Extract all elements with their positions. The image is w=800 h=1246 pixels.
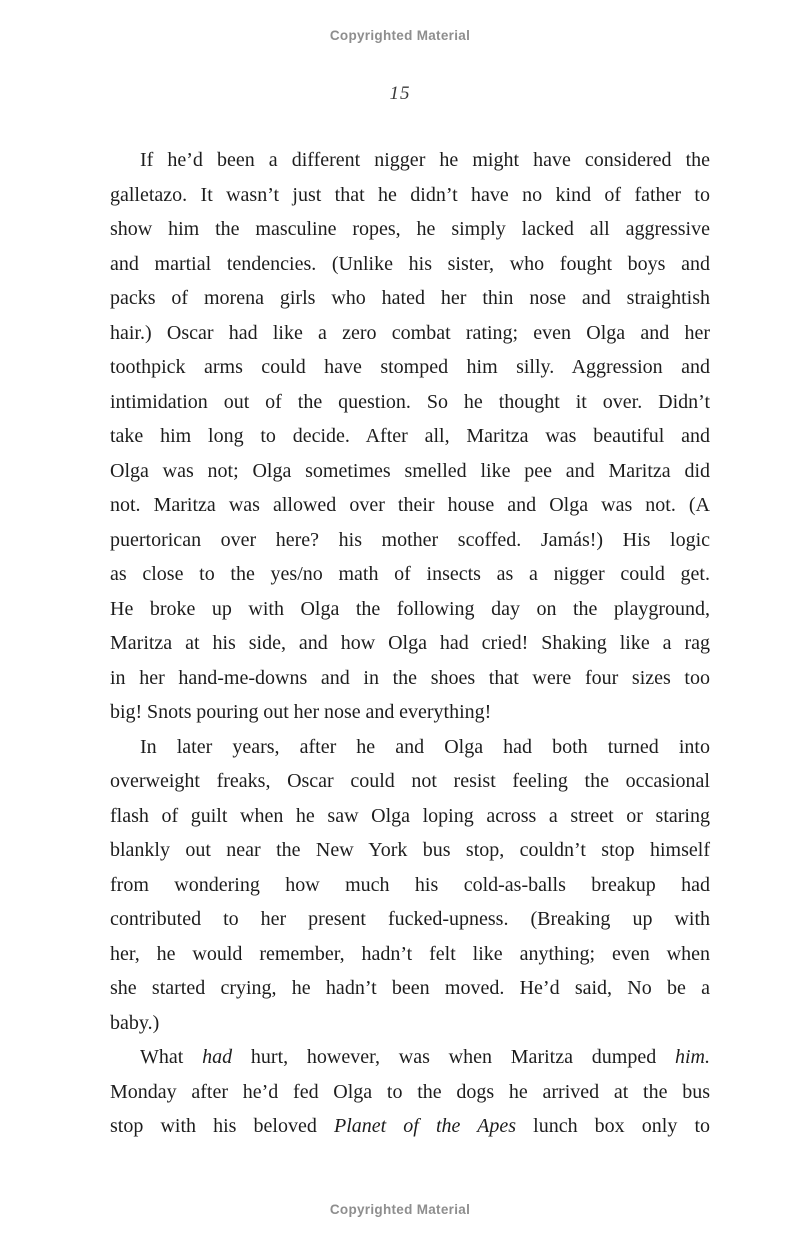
- text-line: not. Maritza was allowed over their house and Olga was not. (A: [110, 494, 710, 516]
- copyright-notice-top: Copyrighted Material: [329, 28, 471, 43]
- text-line: [110, 1109, 710, 1144]
- text-line: In later years, after he and Olga had both turned into: [140, 735, 710, 758]
- text-line: If he’d been a different nigger he might have considered the: [140, 149, 710, 171]
- copyright-notice-bottom: Copyrighted Material: [329, 1202, 471, 1217]
- page-number: 15: [389, 83, 411, 104]
- text-line: she started crying, he hadn’t been moved. He’d said, No be a: [110, 977, 710, 999]
- text-line: He broke up with Olga the following day on the playground,: [110, 597, 710, 620]
- text-segment: stop with his beloved: [110, 1115, 334, 1137]
- text-line: as close to the yes/no math of insects as a nigger could get.: [110, 563, 710, 585]
- text-line: galletazo. It wasn’t just that he didn’t have no kind of father to: [110, 183, 710, 206]
- text-segment-italic: Planet of the Apes: [333, 1115, 517, 1137]
- text-line: contributed to her present fucked-upness. (Breaking up with: [110, 908, 710, 930]
- text-line: toothpick arms could have stomped him silly. Aggression and: [110, 356, 710, 378]
- text-line: Maritza at his side, and how Olga had cried! Shaking like a rag: [110, 632, 710, 654]
- text-line: Olga was not; Olga sometimes smelled like pee and Maritza did: [110, 459, 710, 482]
- text-line: Monday after he’d fed Olga to the dogs he arrived at the bus: [110, 1080, 710, 1103]
- text-line: from wondering how much his cold-as-balls breakup had: [110, 873, 710, 896]
- text-segment-italic: had: [202, 1046, 233, 1068]
- text-line: her, he would remember, hadn’t felt like anything; even when: [110, 942, 710, 965]
- text-line: baby.): [110, 1011, 160, 1034]
- text-line: [110, 1040, 710, 1075]
- text-line: packs of morena girls who hated her thin nose and straightish: [110, 287, 710, 309]
- text-line: flash of guilt when he saw Olga loping across a street or staring: [110, 804, 710, 827]
- text-line: big! Snots pouring out her nose and everything!: [110, 701, 492, 723]
- text-line: and martial tendencies. (Unlike his sister, who fought boys and: [110, 252, 710, 275]
- text-segment: What: [140, 1046, 203, 1068]
- text-line: hair.) Oscar had like a zero combat rating; even Olga and her: [110, 321, 710, 344]
- body-text: [110, 143, 710, 1144]
- text-segment-italic: him.: [675, 1046, 710, 1068]
- text-line: take him long to decide. After all, Maritza was beautiful and: [110, 425, 710, 447]
- text-line: intimidation out of the question. So he thought it over. Didn’t: [110, 390, 710, 413]
- text-segment: hurt, however, was when Maritza dumped: [232, 1046, 675, 1068]
- text-line: show him the masculine ropes, he simply lacked all aggressive: [110, 218, 710, 240]
- text-line: puertorican over here? his mother scoffed. Jamás!) His logic: [110, 528, 710, 551]
- text-line: blankly out near the New York bus stop, couldn’t stop himself: [110, 839, 710, 861]
- text-segment: lunch box only to: [516, 1115, 711, 1137]
- text-line: in her hand-me-downs and in the shoes that were four sizes too: [110, 666, 710, 689]
- text-line: overweight freaks, Oscar could not resist feeling the occasional: [110, 770, 710, 792]
